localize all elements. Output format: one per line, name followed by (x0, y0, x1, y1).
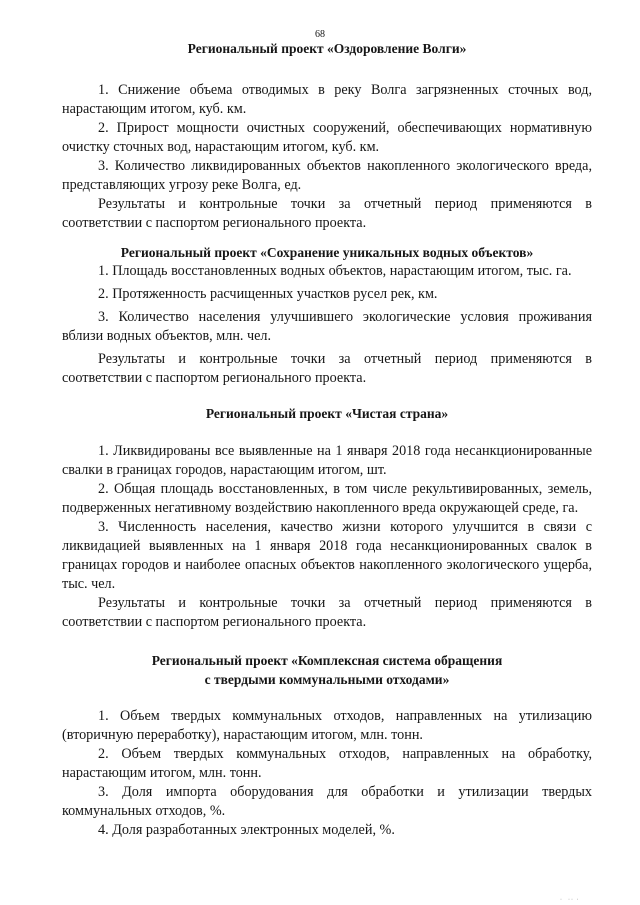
section-kompleksnaya-sistema-tko (62, 651, 592, 840)
section-title-line: Региональный проект «Чистая страна» (205, 406, 449, 421)
page-number: 68 (315, 29, 325, 40)
list-item: 2. Объем твердых коммунальных отходов, направленных на обработку, нарастающим итогом, млн. тонн. (62, 746, 592, 781)
list-item: 3. Количество ликвидированных объектов накопленного экологического вреда, представляющих угрозу реке Волга, ед. (62, 158, 592, 193)
section-title (62, 651, 592, 689)
list-item: 2. Прирост мощности очистных сооружений, обеспечивающих нормативную очистку сточных вод, нарастающим итогом, куб. км. (62, 120, 592, 155)
section-title (62, 39, 592, 58)
section-title-line: Региональный проект «Комплексная система обращения (151, 653, 503, 668)
list-item: 3. Численность населения, качество жизни которого улучшится в связи с ликвидацией выявленных на 1 января 2018 года несанкционированных свалок в границах городов и наиболее опасных объектов накопленного экологического ущерба, тыс. чел. (62, 519, 592, 592)
section-sokhranenie-vodnykh-obektov (62, 243, 592, 388)
section-title-line: с твердыми коммунальными отходами» (204, 672, 450, 687)
scan-artifact-mark: · ·· · (560, 897, 580, 903)
list-item: 2. Протяженность расчищенных участков русел рек, км. (98, 286, 438, 302)
list-item: 1. Ликвидированы все выявленные на 1 января 2018 года несанкционированные свалки в границах городов, нарастающим итогом, шт. (62, 443, 592, 478)
section-title (62, 404, 592, 423)
list-item: 1. Объем твердых коммунальных отходов, направленных на утилизацию (вторичную переработку), нарастающим итогом, млн. тонн. (62, 708, 592, 743)
list-item: 1. Площадь восстановленных водных объектов, нарастающим итогом, тыс. га. (98, 263, 572, 279)
list-item: 4. Доля разработанных электронных моделей, %. (98, 822, 395, 838)
section-title (62, 243, 592, 262)
list-item: 2. Общая площадь восстановленных, в том числе рекультивированных, земель, подверженных негативному воздействию накопленного вреда окружающей среде, га. (62, 481, 592, 516)
list-item: 3. Количество населения улучшившего экологические условия проживания вблизи водных объектов, млн. чел. (62, 309, 592, 344)
closing-note: Результаты и контрольные точки за отчетный период применяются в соответствии с паспортом регионального проекта. (62, 351, 592, 386)
list-item: 3. Доля импорта оборудования для обработки и утилизации твердых коммунальных отходов, %. (62, 784, 592, 819)
closing-note: Результаты и контрольные точки за отчетный период применяются в соответствии с паспортом регионального проекта. (62, 595, 592, 630)
section-title-line: Региональный проект «Оздоровление Волги» (187, 41, 467, 56)
section-chistaya-strana (62, 404, 592, 632)
section-title-line: Региональный проект «Сохранение уникальных водных объектов» (120, 245, 534, 260)
closing-note: Результаты и контрольные точки за отчетный период применяются в соответствии с паспортом регионального проекта. (62, 196, 592, 231)
section-ozdorovlenie-volgi (62, 39, 592, 233)
list-item: 1. Снижение объема отводимых в реку Волга загрязненных сточных вод, нарастающим итогом, куб. км. (62, 82, 592, 117)
